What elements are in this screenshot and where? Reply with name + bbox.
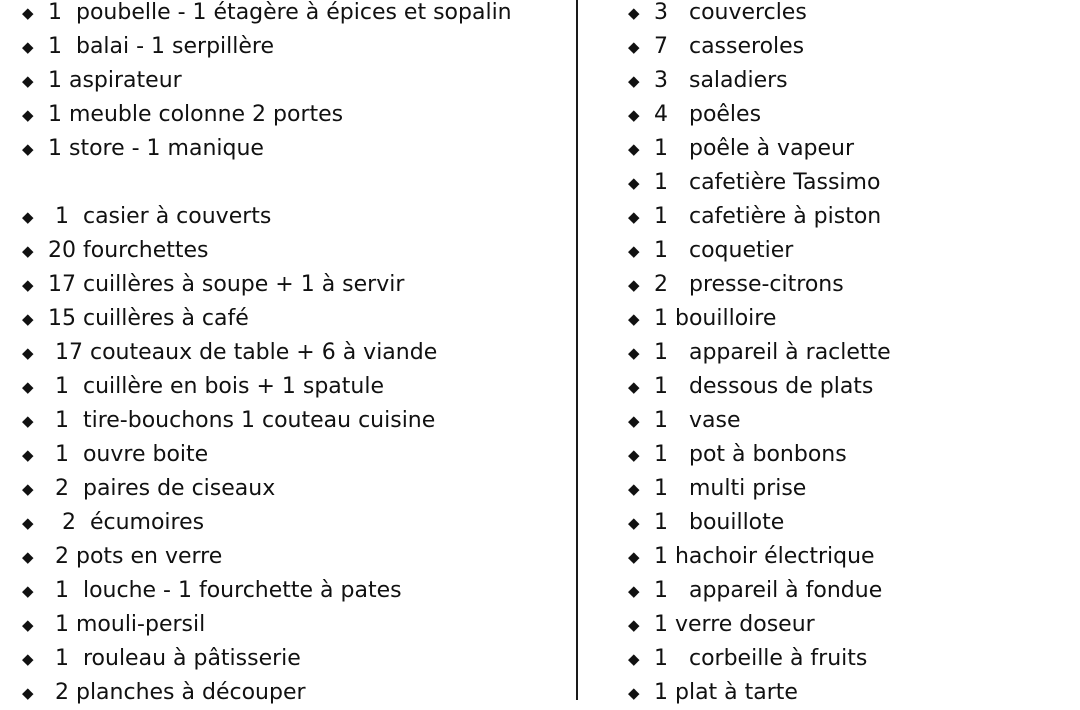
list-item-text: 2 paires de ciseaux (48, 476, 276, 501)
list-item-text: 1 casier à couverts (48, 204, 272, 229)
list-item (22, 642, 567, 676)
list-item-text: 1 rouleau à pâtisserie (48, 646, 301, 671)
list-item (22, 676, 567, 710)
list-item-text: 4 poêles (654, 102, 762, 127)
bullet-icon: ◆ (22, 72, 34, 90)
list-item (22, 404, 567, 438)
list-item-text: 1 aspirateur (48, 68, 182, 93)
bullet-icon: ◆ (628, 616, 640, 634)
list-item (628, 608, 1068, 642)
bullet-icon: ◆ (628, 106, 640, 124)
bullet-icon: ◆ (22, 242, 34, 260)
bullet-icon: ◆ (628, 514, 640, 532)
list-item (628, 0, 1068, 30)
bullet-icon: ◆ (628, 446, 640, 464)
list-item (22, 506, 567, 540)
bullet-icon: ◆ (628, 548, 640, 566)
bullet-icon: ◆ (22, 412, 34, 430)
list-item (22, 472, 567, 506)
list-item (628, 30, 1068, 64)
list-item-text: 1 dessous de plats (654, 374, 874, 399)
list-item (628, 472, 1068, 506)
list-item-text: 7 casseroles (654, 34, 805, 59)
bullet-icon: ◆ (628, 276, 640, 294)
list-item (628, 132, 1068, 166)
right-inventory-list (628, 0, 1068, 710)
bullet-icon: ◆ (628, 4, 640, 22)
list-item (22, 574, 567, 608)
list-item-text: 1 bouillote (654, 510, 785, 535)
list-item-text: 1 plat à tarte (654, 680, 798, 705)
list-item (22, 234, 567, 268)
bullet-icon: ◆ (22, 106, 34, 124)
bullet-icon: ◆ (628, 310, 640, 328)
bullet-icon: ◆ (22, 548, 34, 566)
bullet-icon: ◆ (22, 650, 34, 668)
bullet-icon: ◆ (628, 38, 640, 56)
bullet-icon: ◆ (628, 72, 640, 90)
list-item-text: 1 ouvre boite (48, 442, 209, 467)
list-item (22, 336, 567, 370)
list-item-text: 1 cafetière à piston (654, 204, 882, 229)
list-item-text: 1 poubelle - 1 étagère à épices et sopalin (48, 0, 512, 25)
list-item (628, 404, 1068, 438)
bullet-icon: ◆ (628, 480, 640, 498)
list-item (628, 574, 1068, 608)
list-item (628, 540, 1068, 574)
bullet-icon: ◆ (628, 684, 640, 702)
list-item-text: 1 vase (654, 408, 741, 433)
list-item (628, 166, 1068, 200)
list-item-text: 1 appareil à raclette (654, 340, 891, 365)
list-item-text: 1 cuillère en bois + 1 spatule (48, 374, 384, 399)
list-item (628, 268, 1068, 302)
list-item (628, 98, 1068, 132)
list-item (22, 608, 567, 642)
list-item (628, 302, 1068, 336)
bullet-icon: ◆ (22, 684, 34, 702)
list-item-text: 2 écumoires (48, 510, 205, 535)
bullet-icon: ◆ (22, 4, 34, 22)
list-item-text: 2 pots en verre (48, 544, 223, 569)
bullet-icon: ◆ (22, 140, 34, 158)
list-item-text: 1 bouilloire (654, 306, 777, 331)
list-item-text: 1 tire-bouchons 1 couteau cuisine (48, 408, 436, 433)
list-item-text: 1 balai - 1 serpillère (48, 34, 275, 59)
bullet-icon: ◆ (628, 412, 640, 430)
list-item (22, 370, 567, 404)
list-item-text: 1 meuble colonne 2 portes (48, 102, 344, 127)
list-item-text: 3 saladiers (654, 68, 788, 93)
list-item-text: 1 appareil à fondue (654, 578, 883, 603)
list-item-text: 3 couvercles (654, 0, 807, 25)
list-item-text: 1 louche - 1 fourchette à pates (48, 578, 402, 603)
list-item (628, 506, 1068, 540)
bullet-icon: ◆ (628, 140, 640, 158)
bullet-icon: ◆ (22, 446, 34, 464)
left-inventory-list (22, 0, 567, 710)
list-item-text: 1 coquetier (654, 238, 794, 263)
bullet-icon: ◆ (22, 208, 34, 226)
list-item-text: 20 fourchettes (48, 238, 209, 263)
bullet-icon: ◆ (628, 208, 640, 226)
bullet-icon: ◆ (22, 616, 34, 634)
bullet-icon: ◆ (628, 582, 640, 600)
list-item (22, 30, 567, 64)
list-item (628, 438, 1068, 472)
list-item (22, 0, 567, 30)
list-item-text: 1 multi prise (654, 476, 807, 501)
list-item-text: 1 hachoir électrique (654, 544, 875, 569)
list-item-text: 1 poêle à vapeur (654, 136, 855, 161)
list-item-text: 17 cuillères à soupe + 1 à servir (48, 272, 405, 297)
list-item (628, 64, 1068, 98)
list-item-text: 2 presse-citrons (654, 272, 844, 297)
list-item (628, 676, 1068, 710)
bullet-icon: ◆ (628, 174, 640, 192)
list-item (628, 336, 1068, 370)
list-item (628, 234, 1068, 268)
list-item-text: 1 pot à bonbons (654, 442, 847, 467)
list-item (22, 302, 567, 336)
bullet-icon: ◆ (628, 242, 640, 260)
bullet-icon: ◆ (22, 344, 34, 362)
list-item-text: 1 store - 1 manique (48, 136, 264, 161)
bullet-icon: ◆ (628, 378, 640, 396)
column-divider (576, 0, 578, 700)
list-item (628, 200, 1068, 234)
list-item-text: 17 couteaux de table + 6 à viande (48, 340, 438, 365)
list-item (22, 438, 567, 472)
list-item (22, 132, 567, 166)
bullet-icon: ◆ (22, 378, 34, 396)
list-item (22, 166, 567, 200)
bullet-icon: ◆ (22, 276, 34, 294)
list-item-text: 1 cafetière Tassimo (654, 170, 881, 195)
bullet-icon: ◆ (22, 480, 34, 498)
list-item (628, 642, 1068, 676)
list-item (22, 540, 567, 574)
bullet-icon: ◆ (628, 344, 640, 362)
list-item-text: 1 mouli-persil (48, 612, 206, 637)
bullet-icon: ◆ (22, 582, 34, 600)
list-item (22, 64, 567, 98)
list-item-text: 15 cuillères à café (48, 306, 249, 331)
bullet-icon: ◆ (628, 650, 640, 668)
list-item-text: 1 verre doseur (654, 612, 815, 637)
list-item (22, 268, 567, 302)
bullet-icon: ◆ (22, 310, 34, 328)
list-item-text: 2 planches à découper (48, 680, 306, 705)
list-item (628, 370, 1068, 404)
list-item (22, 200, 567, 234)
bullet-icon: ◆ (22, 38, 34, 56)
list-item (22, 98, 567, 132)
bullet-icon: ◆ (22, 514, 34, 532)
list-item-text: 1 corbeille à fruits (654, 646, 868, 671)
